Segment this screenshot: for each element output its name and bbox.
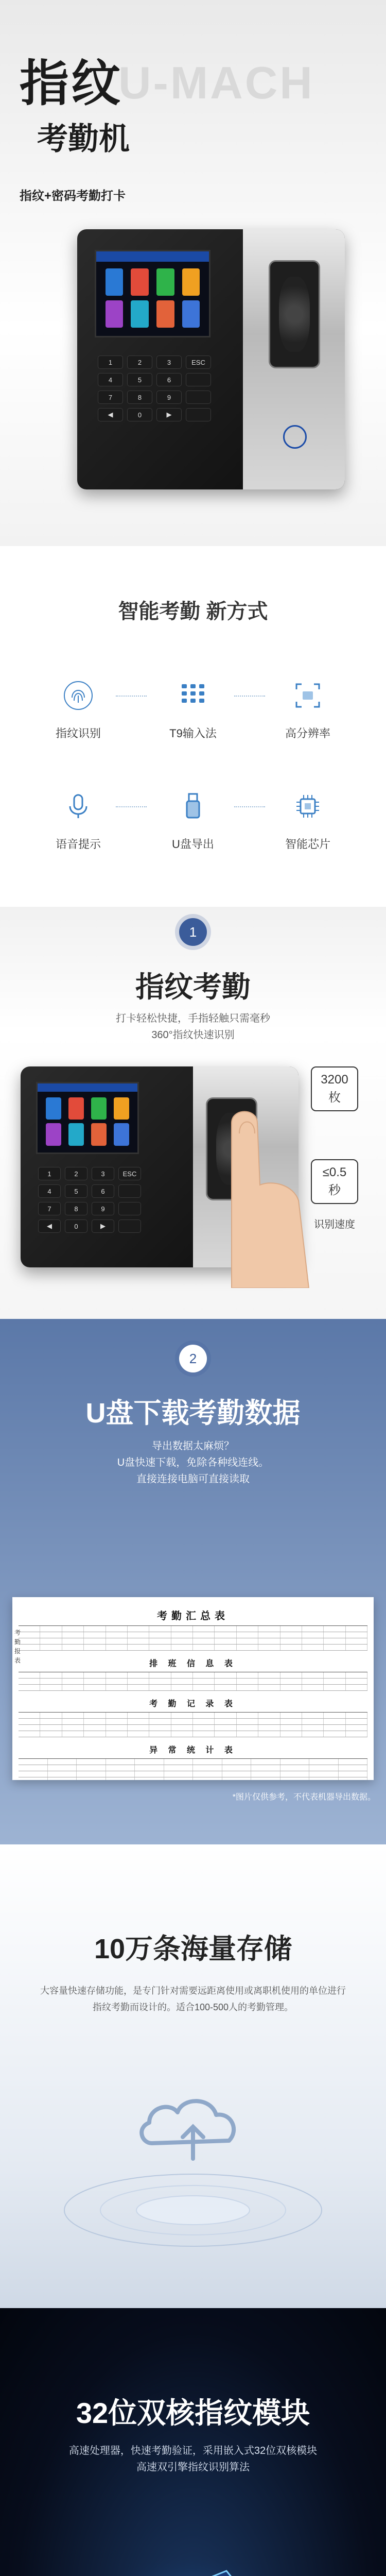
report-row [19,1725,367,1731]
finger-illustration [211,1103,324,1288]
keypad-key [186,408,211,421]
keypad-key: 9 [156,391,182,404]
section-title: 32位双核指纹模块 [76,2397,310,2429]
feature-fingerprint [27,677,130,741]
features-title: 智能考勤 新方式 [118,600,268,623]
keypad-key: 4 [98,373,123,386]
divider [116,696,147,697]
spec-speed-box [311,1159,358,1204]
feature-resolution [256,677,359,741]
app-tile [182,268,200,296]
spec-speed-unit: 秒 [328,1183,341,1197]
report-row [19,1771,367,1777]
spec-capacity-value: 3200 [321,1073,348,1087]
app-tile [114,1123,130,1145]
keypad-key [118,1184,141,1198]
section-title: 指纹考勤 [135,971,251,1003]
keypad-key: 5 [65,1184,87,1198]
report-row [19,1632,367,1638]
microphone-icon [60,788,96,824]
chip-icon [290,788,326,824]
keypad-key: 0 [65,1219,87,1233]
keypad-key: 6 [156,373,182,386]
usb-download-section [0,1319,386,1844]
divider [234,806,265,807]
report-row [19,1672,367,1679]
section-number-badge: 1 [179,918,207,946]
report-row [19,1626,367,1632]
report-title: 考勤汇总表 [157,1611,229,1622]
section-text: 大容量快速存储功能，是专门针对需要远距离使用或离职机使用的单位进行 [40,1986,346,1996]
keypad-key: 2 [127,355,152,369]
report-row [19,1685,367,1691]
report-row [19,1759,367,1765]
app-tile [46,1097,62,1120]
fingerprint-module-illustration [67,2504,319,2576]
keypad-key: 5 [127,373,152,386]
feature-label: 语音提示 [55,838,101,851]
keypad-key: 3 [92,1167,114,1180]
keypad-icon [175,677,211,714]
report-subtitle: 排 班 信 息 表 [149,1659,237,1668]
divider [234,696,265,697]
hero-subtitle: 指纹+密码考勤打卡 [20,189,126,203]
app-tile [156,300,174,328]
module-section [0,2308,386,2576]
feature-label: T9输入法 [169,727,217,740]
section-text: 打卡轻松快捷，手指轻触只需毫秒 [116,1013,270,1024]
attendance-report-sheet [12,1597,374,1780]
device-keypad [98,355,211,421]
section-text: 高速双引擎指纹识别算法 [136,2462,250,2473]
keypad-key [186,391,211,404]
hero-title-line2: 考勤机 [37,122,130,156]
app-tile [68,1097,84,1120]
device-keypad [38,1167,141,1233]
keypad-key: 8 [127,391,152,404]
report-subtitle: 异 常 统 计 表 [149,1746,237,1755]
report-row [19,1713,367,1719]
spec-capacity-unit: 枚 [328,1091,341,1105]
app-tile [68,1123,84,1145]
app-tile [182,300,200,328]
keypad-key: 7 [98,391,123,404]
spec-capacity-box [311,1066,358,1111]
app-tile [156,268,174,296]
fingerprint-section [0,907,386,1319]
app-tile [91,1097,107,1120]
keypad-key: ◀ [98,408,123,421]
section-text: 直接连接电脑可直接读取 [136,1473,250,1485]
app-tile [46,1123,62,1145]
report-row [19,1777,367,1780]
keypad-key [118,1219,141,1233]
report-row [19,1638,367,1645]
device-app-grid [46,1097,130,1146]
section-text: 高速处理器，快速考勤验证，采用嵌入式32位双核模块 [68,2445,318,2456]
report-grid [19,1625,367,1651]
section-text: U盘快速下载，免除各种线连线。 [117,1457,269,1468]
keypad-key: 6 [92,1184,114,1198]
section-text: 360°指纹快速识别 [151,1029,235,1041]
section-title: 10万条海量存储 [94,1934,292,1964]
feature-t9 [142,677,244,741]
hero-title-line1: 指纹 [20,56,122,111]
section-number-badge: 2 [179,1345,207,1372]
report-side-label: 考勤报表 [14,1629,21,1664]
hero-section [0,0,386,546]
report-row [19,1645,367,1651]
device-screen [95,250,210,337]
keypad-key: 4 [38,1184,61,1198]
storage-section [0,1844,386,2308]
brand-logo-icon [283,425,307,449]
feature-label: 高分辨率 [285,727,330,740]
spec-speed-label: 识别速度 [314,1219,355,1230]
report-row [19,1731,367,1737]
feature-label: 智能芯片 [285,838,330,851]
keypad-key: 1 [98,355,123,369]
keypad-key [186,373,211,386]
cloud-storage-illustration [51,2040,335,2277]
hero-watermark: U-MACH [118,57,314,108]
screen-icon [290,677,326,714]
features-section [0,546,386,907]
keypad-key: 3 [156,355,182,369]
app-tile [106,268,124,296]
feature-label: 指纹识别 [55,727,101,740]
usb-icon [175,788,211,824]
keypad-key: 8 [65,1202,87,1215]
spec-speed-value: ≤0.5 [322,1165,347,1179]
report-grid [19,1672,367,1691]
fingerprint-sensor [269,260,320,368]
feature-chip [256,788,359,852]
section-text: 指纹考勤而设计的。适合100-500人的考勤管理。 [92,2002,294,2012]
app-tile [91,1123,107,1145]
keypad-key: 1 [38,1167,61,1180]
section-title: U盘下载考勤数据 [85,1398,301,1429]
report-grid [19,1712,367,1737]
report-row [19,1719,367,1725]
divider [116,806,147,807]
keypad-key: ▶ [156,408,182,421]
app-tile [131,268,149,296]
report-row [19,1765,367,1771]
app-tile [114,1097,130,1120]
feature-voice [27,788,130,852]
keypad-key: ◀ [38,1219,61,1233]
keypad-key: 2 [65,1167,87,1180]
hero-device [77,229,345,489]
device-app-grid [106,268,200,328]
report-row [19,1679,367,1685]
report-subtitle: 考 勤 记 录 表 [149,1700,237,1708]
feature-label: U盘导出 [172,838,214,851]
device-screen [36,1082,139,1154]
keypad-key: 7 [38,1202,61,1215]
keypad-key: ▶ [92,1219,114,1233]
disclaimer-note: *图片仅供参考，不代表机器导出数据。 [232,1793,376,1802]
keypad-key: 0 [127,408,152,421]
app-tile [131,300,149,328]
feature-usb [142,788,244,852]
keypad-key: ESC [186,355,211,369]
fingerprint-icon [60,677,96,714]
section-text: 导出数据太麻烦？ [152,1440,234,1452]
app-tile [106,300,124,328]
keypad-key: ESC [118,1167,141,1180]
keypad-key [118,1202,141,1215]
keypad-key: 9 [92,1202,114,1215]
report-grid [19,1758,367,1780]
